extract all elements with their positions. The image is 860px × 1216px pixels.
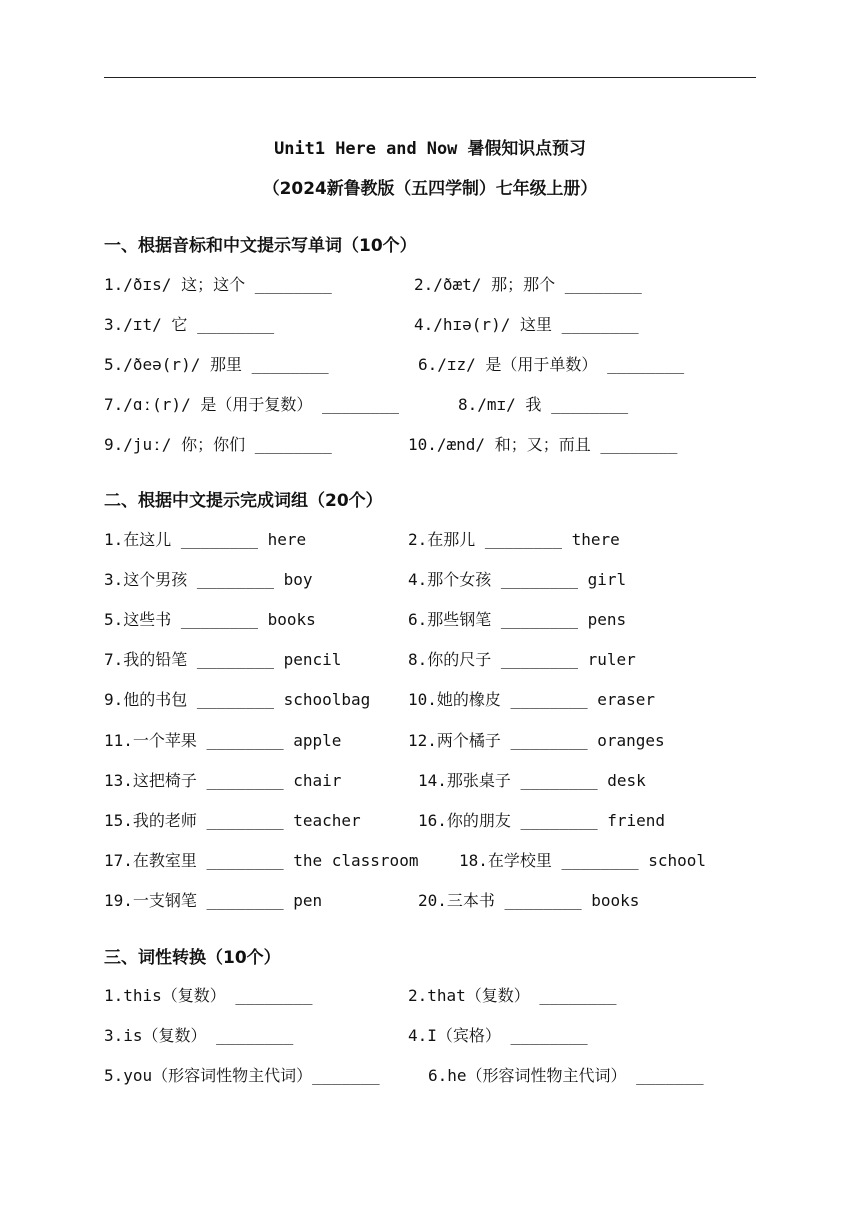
exercise-item: 14.那张桌子 ________ desk [418,771,646,790]
exercise-item: 2.在那儿 ________ there [408,530,620,549]
header-rule [104,77,756,78]
section-heading: 三、词性转换（10个） [104,948,281,968]
exercise-item: 6.那些钢笔 ________ pens [408,610,627,629]
exercise-item: 2.that（复数） ________ [408,986,617,1005]
exercise-item: 11.一个苹果 ________ apple [104,731,342,750]
exercise-item: 1.在这儿 ________ here [104,530,307,549]
exercise-item: 12.两个橘子 ________ oranges [408,731,665,750]
exercise-item: 7./ɑː(r)/ 是（用于复数） ________ [104,395,400,414]
exercise-item: 18.在学校里 ________ school [459,851,707,870]
exercise-item: 2./ðæt/ 那；那个 ________ [414,275,642,294]
exercise-item: 5.这些书 ________ books [104,610,316,629]
exercise-item: 6./ɪz/ 是（用于单数） ________ [418,355,685,374]
exercise-item: 7.我的铅笔 ________ pencil [104,650,342,669]
exercise-item: 20.三本书 ________ books [418,891,640,910]
exercise-item: 1.this（复数） ________ [104,986,313,1005]
document-title: Unit1 Here and Now 暑假知识点预习 [274,138,586,158]
exercise-item: 19.一支钢笔 ________ pen [104,891,323,910]
exercise-item: 8.你的尺子 ________ ruler [408,650,636,669]
section-heading: 二、根据中文提示完成词组（20个） [104,491,383,511]
exercise-item: 4.那个女孩 ________ girl [408,570,627,589]
exercise-item: 8./mɪ/ 我 ________ [458,395,629,414]
exercise-item: 6.he（形容词性物主代词） _______ [428,1066,704,1085]
section-heading: 一、根据音标和中文提示写单词（10个） [104,236,417,256]
exercise-item: 1./ðɪs/ 这；这个 ________ [104,275,332,294]
exercise-item: 4.I（宾格） ________ [408,1026,588,1045]
exercise-item: 5.you（形容词性物主代词）_______ [104,1066,380,1085]
exercise-item: 4./hɪə(r)/ 这里 ________ [414,315,639,334]
exercise-item: 3./ɪt/ 它 ________ [104,315,275,334]
exercise-item: 3.这个男孩 ________ boy [104,570,313,589]
exercise-item: 9.他的书包 ________ schoolbag [104,690,371,709]
document-subtitle: （2024新鲁教版（五四学制）七年级上册） [262,178,598,198]
exercise-item: 17.在教室里 ________ the classroom [104,851,419,870]
exercise-item: 16.你的朋友 ________ friend [418,811,666,830]
exercise-item: 15.我的老师 ________ teacher [104,811,361,830]
exercise-item: 10.她的橡皮 ________ eraser [408,690,656,709]
exercise-item: 3.is（复数） ________ [104,1026,294,1045]
exercise-item: 10./ænd/ 和；又；而且 ________ [408,435,678,454]
exercise-item: 5./ðeə(r)/ 那里 ________ [104,355,329,374]
exercise-item: 13.这把椅子 ________ chair [104,771,342,790]
exercise-item: 9./juː/ 你；你们 ________ [104,435,332,454]
